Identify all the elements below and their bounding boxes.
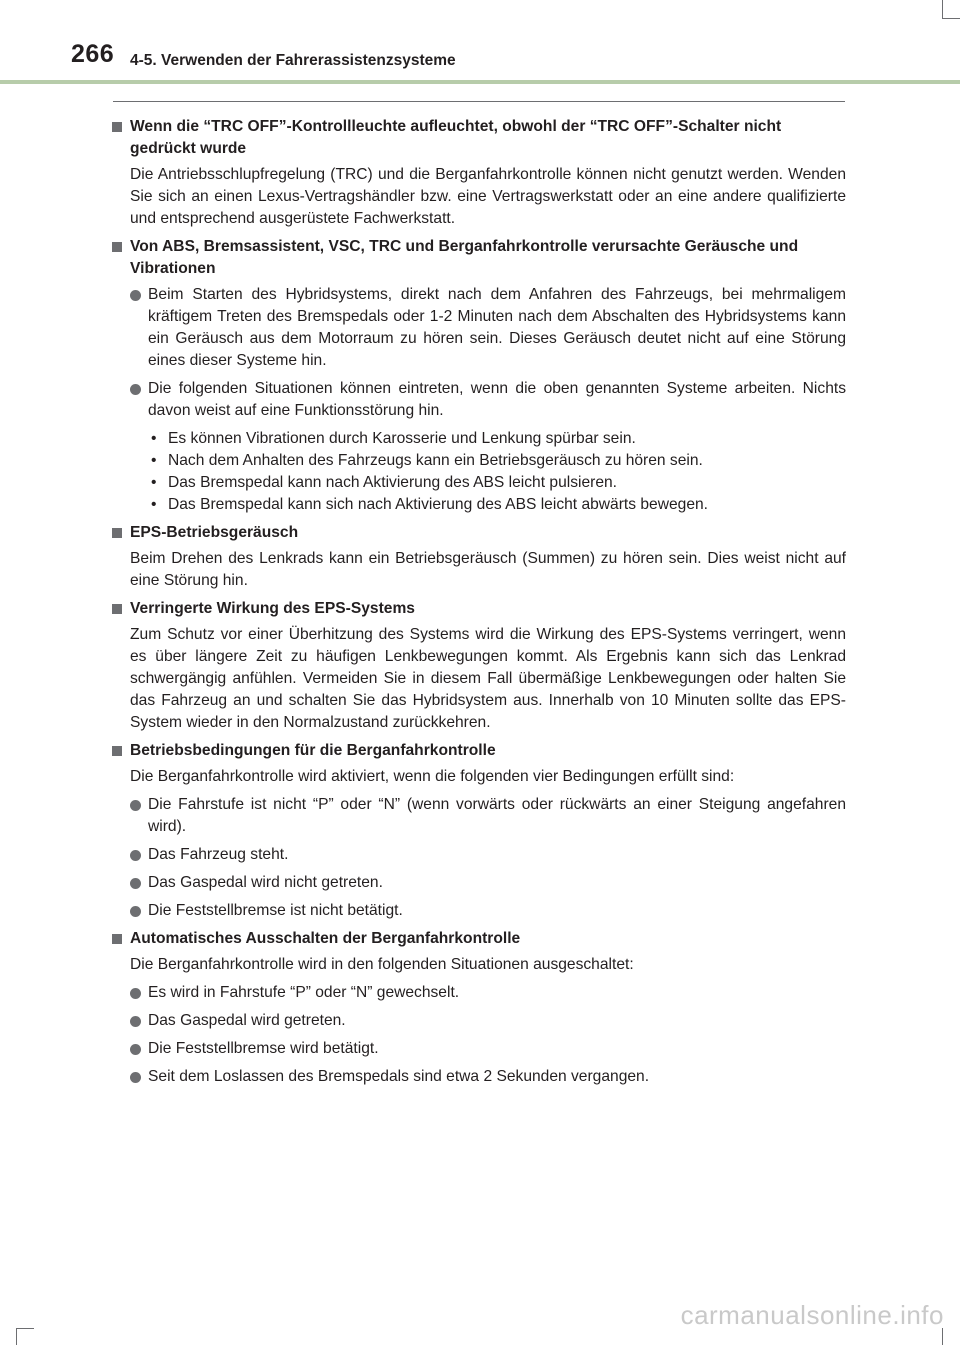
list-item: Es wird in Fahrstufe “P” oder “N” gewechselt. [130, 982, 846, 1004]
page-content [112, 116, 846, 1094]
circle-bullet-icon [130, 384, 141, 395]
section-trc-indicator [112, 116, 846, 230]
circle-bullet-icon [130, 1016, 141, 1027]
crop-mark [942, 0, 943, 18]
section-title: Wenn die “TRC OFF”-Kontrollleuchte aufleuchtet, obwohl der “TRC OFF”-Schalter nicht gedrückt wurde [112, 116, 846, 160]
section-title: Verringerte Wirkung des EPS-Systems [112, 598, 846, 620]
crop-mark [16, 1328, 34, 1329]
section-hill-start-conditions [112, 740, 846, 922]
square-bullet-icon [112, 934, 122, 944]
dot-bullet-icon: • [151, 474, 157, 491]
square-bullet-icon [112, 122, 122, 132]
section-noise-vibration [112, 236, 846, 516]
circle-bullet-icon [130, 1044, 141, 1055]
list-item: Seit dem Loslassen des Bremspedals sind etwa 2 Sekunden vergangen. [130, 1066, 846, 1088]
list-item: Die Fahrstufe ist nicht “P” oder “N” (wenn vorwärts oder rückwärts an einer Steigung angefahren wird). [130, 794, 846, 838]
crop-mark [942, 18, 960, 19]
watermark-link[interactable]: carmanualsonline.info [680, 1300, 944, 1330]
crop-mark [16, 1328, 17, 1345]
sub-list-item: • Das Bremspedal kann nach Aktivierung des ABS leicht pulsieren. [148, 472, 846, 494]
section-title: Betriebsbedingungen für die Berganfahrkontrolle [112, 740, 846, 762]
section-title: Automatisches Ausschalten der Berganfahrkontrolle [112, 928, 846, 950]
dot-bullet-icon: • [151, 496, 157, 513]
list-item: Das Gaspedal wird nicht getreten. [130, 872, 846, 894]
section-text: Die Berganfahrkontrolle wird aktiviert, wenn die folgenden vier Bedingungen erfüllt sind: [130, 768, 735, 785]
section-text: Beim Drehen des Lenkrads kann ein Betriebsgeräusch (Summen) zu hören sein. Dies weist nicht auf eine Störung hin. [130, 550, 846, 589]
circle-bullet-icon [130, 290, 141, 301]
sub-list-item: • Es können Vibrationen durch Karosserie und Lenkung spürbar sein. [148, 428, 846, 450]
section-text: Die Berganfahrkontrolle wird in den folgenden Situationen ausgeschaltet: [130, 956, 634, 973]
section-text: Zum Schutz vor einer Überhitzung des Systems wird die Wirkung des EPS-Systems verringert, wenn es über längere Zeit zu häufigen Lenkbewegungen kommt. Als Ergebnis kann sich das Lenkrad schwergängig anfühlen. Vermeiden Sie in diesem Fall übermäßige Lenkbewegungen oder halten Sie das Fahrzeug an und schalten Sie das Hybridsystem aus. Innerhalb von 10 Minuten sollte das EPS-System wieder in den Normalzustand zurückkehren. [130, 626, 846, 731]
sub-list-item: • Das Bremspedal kann sich nach Aktivierung des ABS leicht abwärts bewegen. [148, 494, 846, 516]
circle-bullet-icon [130, 988, 141, 999]
page-number: 266 [71, 40, 115, 68]
list-item: Die folgenden Situationen können eintreten, wenn die oben genannten Systeme arbeiten. Nichts davon weist auf eine Funktionsstörung hin. [130, 378, 846, 422]
chapter-title: 4-5. Verwenden der Fahrerassistenzsysteme [130, 52, 456, 69]
section-title: EPS-Betriebsgeräusch [112, 522, 846, 544]
list-item: Beim Starten des Hybridsystems, direkt nach dem Anfahren des Fahrzeugs, bei mehrmaligem kräftigem Treten des Bremspedals oder 1-2 Minuten nach dem Abschalten des Hybridsystems kann ein Geräusch aus dem Motorraum zu hören sein. Dieses Geräusch deutet nicht auf eine Störung eines dieser Systeme hin. [130, 284, 846, 372]
circle-bullet-icon [130, 878, 141, 889]
square-bullet-icon [112, 746, 122, 756]
section-title: Von ABS, Bremsassistent, VSC, TRC und Berganfahrkontrolle verursachte Geräusche und Vibrationen [112, 236, 846, 280]
list-item: Die Feststellbremse ist nicht betätigt. [130, 900, 846, 922]
circle-bullet-icon [130, 800, 141, 811]
section-hill-start-off [112, 928, 846, 1088]
sub-list [148, 428, 846, 516]
section-eps-noise [112, 522, 846, 592]
section-divider [113, 101, 845, 102]
list-item: Die Feststellbremse wird betätigt. [130, 1038, 846, 1060]
square-bullet-icon [112, 528, 122, 538]
circle-bullet-icon [130, 850, 141, 861]
circle-bullet-icon [130, 1072, 141, 1083]
circle-bullet-icon [130, 906, 141, 917]
sub-list-item: • Nach dem Anhalten des Fahrzeugs kann ein Betriebsgeräusch zu hören sein. [148, 450, 846, 472]
square-bullet-icon [112, 242, 122, 252]
dot-bullet-icon: • [151, 452, 157, 469]
square-bullet-icon [112, 604, 122, 614]
header-bar [0, 80, 960, 84]
dot-bullet-icon: • [151, 430, 157, 447]
section-eps-reduced [112, 598, 846, 734]
section-text: Die Antriebsschlupfregelung (TRC) und die Berganfahrkontrolle können nicht genutzt werden. Wenden Sie sich an einen Lexus-Vertragshändler bzw. eine Vertragswerkstatt oder an eine andere qualifizierte und entsprechend ausgerüstete Fachwerkstatt. [130, 166, 846, 227]
list-item: Das Fahrzeug steht. [130, 844, 846, 866]
list-item: Das Gaspedal wird getreten. [130, 1010, 846, 1032]
